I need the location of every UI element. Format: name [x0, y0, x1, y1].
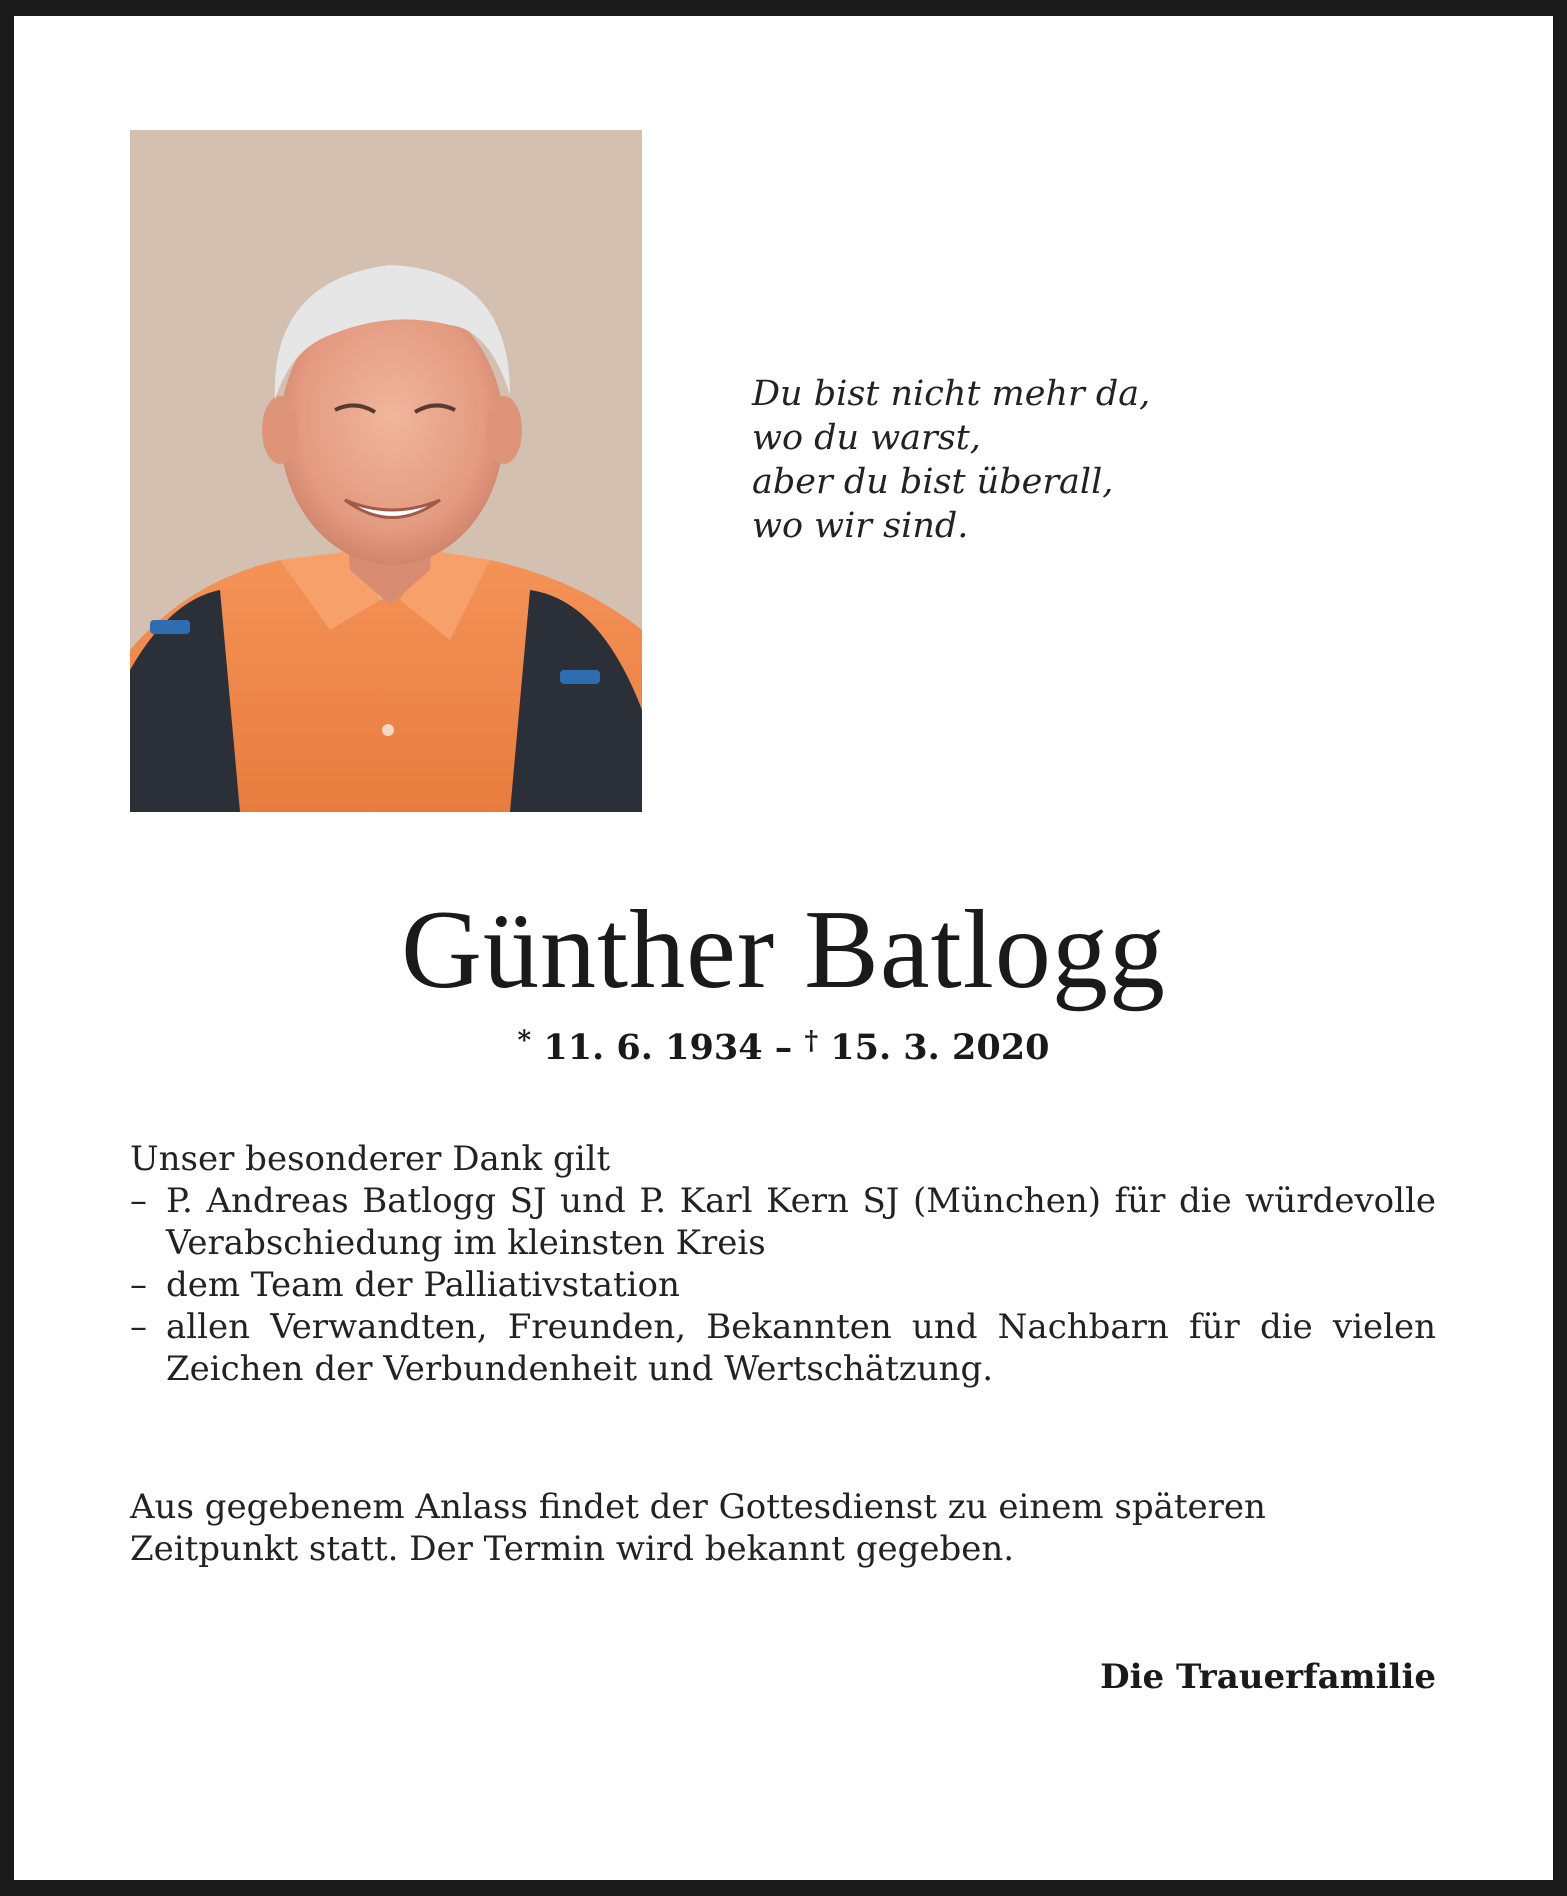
- list-item: [130, 1306, 1436, 1390]
- death-symbol: †: [804, 1026, 819, 1056]
- verse-quote: [752, 372, 1150, 548]
- list-item: [130, 1264, 1436, 1306]
- thanks-section: [130, 1138, 1436, 1390]
- verse-line: Du bist nicht mehr da,: [752, 374, 1151, 414]
- signature: Die Trauerfamilie: [1100, 1657, 1436, 1697]
- list-item: [130, 1180, 1436, 1264]
- thanks-intro: Unser besonderer Dank gilt: [130, 1139, 611, 1179]
- verse-line: aber du bist überall,: [752, 462, 1114, 502]
- dash-bullet: –: [130, 1265, 147, 1305]
- date-separator: –: [762, 1027, 805, 1068]
- list-item-text: P. Andreas Batlogg SJ und P. Karl Kern SJ (München) für die würdevolle Verabschiedung im kleinsten Kreis: [166, 1181, 1436, 1263]
- dash-bullet: –: [130, 1307, 147, 1347]
- dash-bullet: –: [130, 1181, 147, 1221]
- life-dates: [0, 1018, 1567, 1071]
- portrait-photo: [130, 130, 642, 812]
- verse-line: wo du warst,: [752, 418, 981, 458]
- deceased-name: Günther Batlogg: [401, 888, 1166, 1012]
- death-date: 15. 3. 2020: [830, 1027, 1050, 1068]
- thanks-list: [130, 1180, 1436, 1390]
- birth-symbol: *: [517, 1026, 532, 1056]
- verse-line: wo wir sind.: [752, 506, 969, 546]
- list-item-text: dem Team der Palliativstation: [166, 1265, 680, 1305]
- list-item-text: allen Verwandten, Freunden, Bekannten und Nachbarn für die vielen Zeichen der Verbundenheit und Wertschätzung.: [166, 1307, 1436, 1389]
- service-note: Aus gegebenem Anlass findet der Gottesdienst zu einem späteren Zeitpunkt statt. Der Termin wird bekannt gegeben.: [130, 1487, 1266, 1569]
- birth-date: 11. 6. 1934: [543, 1027, 763, 1068]
